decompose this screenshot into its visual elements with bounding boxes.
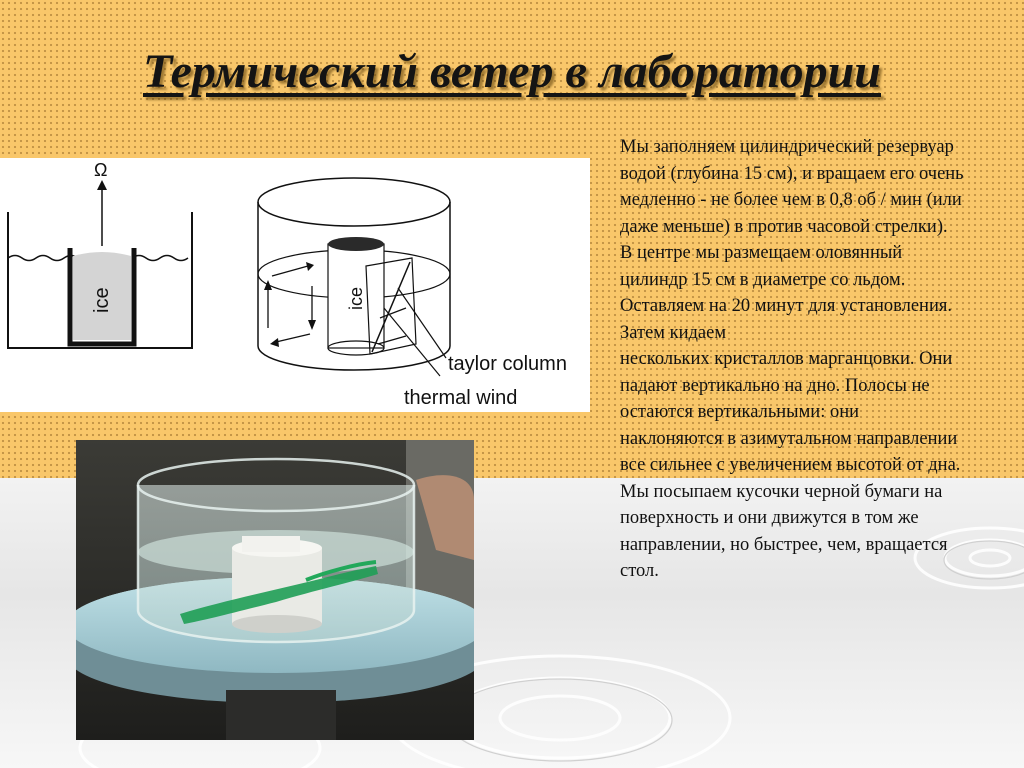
experiment-photo	[76, 440, 474, 740]
paragraph: В центре мы размещаем оловянный цилиндр 15 см в диаметре со льдом. Оставляем на 20 минут для установления. Затем кидаем	[620, 243, 952, 343]
paragraph: Мы заполняем цилиндрический резервуар водой (глубина 15 см), и вращаем его очень медленно - не более чем в 0,8 об / мин (или даже меньше) в против часовой стрелки).	[620, 137, 964, 237]
cross-section-diagram	[8, 160, 192, 348]
ice-label-right: ice	[346, 286, 366, 310]
lab-diagram	[0, 158, 590, 412]
taylor-column-label: taylor column	[448, 353, 567, 375]
ice-label-left: ice	[91, 287, 113, 313]
cylinder-3d-diagram	[258, 178, 567, 409]
omega-label: Ω	[94, 160, 108, 180]
arrow-left-icon	[270, 338, 279, 347]
arrow-right-icon	[306, 262, 314, 271]
arrow-down-icon	[308, 320, 316, 330]
paragraph: нескольких кристаллов марганцовки. Они падают вертикально на дно. Полосы не остаются вертикальными: они наклоняются в азимутальном направлении все сильнее с увеличением высотой от дна. Мы посыпаем кусочки черной бумаги на поверхность и они движутся в том же направлении, но быстрее, чем, вращается стол.	[620, 349, 961, 581]
description-text	[620, 134, 965, 585]
thermal-wind-label: thermal wind	[404, 387, 518, 409]
arrow-up-icon	[264, 280, 272, 290]
arrow-up-icon	[97, 180, 107, 190]
slide-title: Термический ветер в лаборатории	[143, 45, 881, 98]
